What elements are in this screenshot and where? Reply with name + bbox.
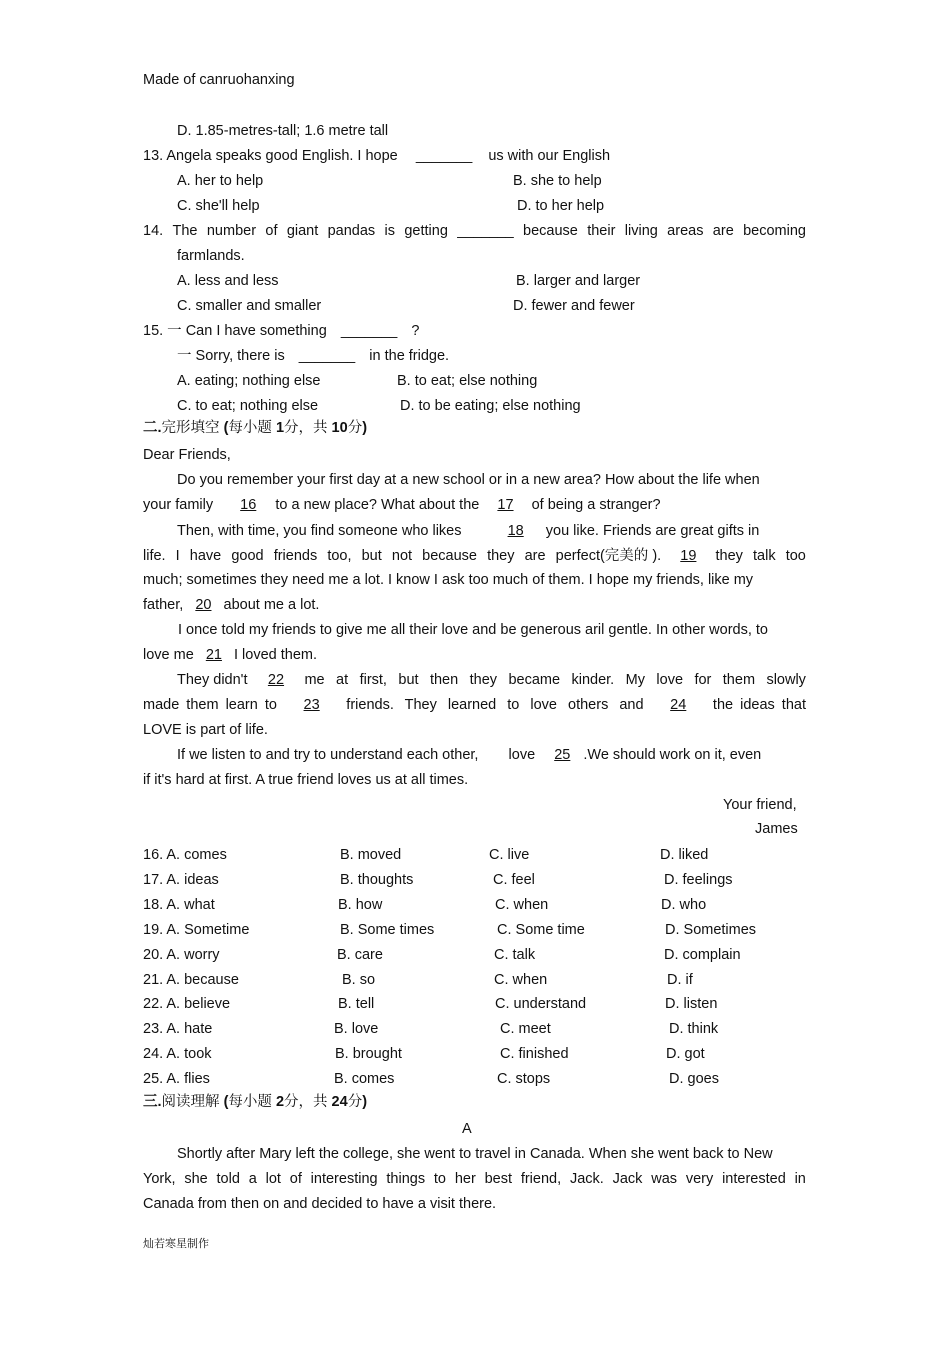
option-20-d: D. complain xyxy=(664,947,741,963)
q13-stem-start: 13. Angela speaks good English. I hope xyxy=(143,148,398,164)
option-17-c: C. feel xyxy=(493,872,535,888)
text: They didn't xyxy=(177,672,248,688)
section-2-heading xyxy=(143,420,367,437)
word: but xyxy=(398,672,419,688)
word: have xyxy=(189,548,222,564)
passage-a-label: A xyxy=(462,1121,472,1137)
q14-option-d: D. fewer and fewer xyxy=(513,298,635,314)
word: friend, xyxy=(520,1171,562,1187)
option-18-c: C. when xyxy=(495,897,549,913)
word: Jack. xyxy=(569,1171,604,1187)
word: 14. xyxy=(143,223,164,239)
word: are xyxy=(712,223,734,239)
section-2-note: 分 xyxy=(347,420,363,436)
q14-option-b: B. larger and larger xyxy=(516,273,641,289)
text: friends. They learned to love others and xyxy=(346,697,644,713)
option-20-c: C. talk xyxy=(494,947,536,963)
word: very xyxy=(685,1171,714,1187)
option-17-a: 17. A. ideas xyxy=(143,872,219,888)
word: her xyxy=(454,1171,476,1187)
letter-p2-line-1 xyxy=(177,523,759,540)
paren-open: ( xyxy=(223,1094,229,1110)
word: first, xyxy=(359,672,387,688)
q15-line-1-end: ? xyxy=(411,323,420,339)
option-19-c: C. Some time xyxy=(497,922,585,938)
section-3-title: 阅读理解 xyxy=(161,1094,220,1110)
q15-line-2-end: in the fridge. xyxy=(369,348,450,364)
section-3-note: 分，共 xyxy=(284,1094,328,1110)
option-22-d: D. listen xyxy=(665,996,718,1012)
section-2-title: 完形填空 xyxy=(161,420,220,436)
word: are xyxy=(524,548,546,564)
q14-stem xyxy=(143,223,806,240)
option-20-b: B. care xyxy=(337,947,383,963)
section-3-note: 分 xyxy=(347,1094,363,1110)
option-17-b: B. thoughts xyxy=(340,872,414,888)
word: living xyxy=(624,223,658,239)
word: too, xyxy=(327,548,352,564)
blank-23: 23 xyxy=(303,697,320,713)
word: perfect(完美的 ). xyxy=(555,548,662,564)
blank-19: 19 xyxy=(680,548,697,564)
blank-25: 25 xyxy=(554,747,571,763)
letter-signature: James xyxy=(755,821,798,837)
q14-option-a: A. less and less xyxy=(177,273,279,289)
letter-p5-line-2: if it's hard at first. A true friend loves us at all times. xyxy=(143,772,469,788)
text: to a new place? What about the xyxy=(275,497,480,513)
text: .We should work on it, even xyxy=(583,747,762,763)
option-25-a: 25. A. flies xyxy=(143,1071,210,1087)
option-24-a: 24. A. took xyxy=(143,1046,212,1062)
option-22-a: 22. A. believe xyxy=(143,996,231,1012)
blank-17: 17 xyxy=(497,497,514,513)
section-3-points-each: 2 xyxy=(275,1094,285,1110)
word: My xyxy=(625,672,645,688)
word: their xyxy=(587,223,616,239)
option-18-d: D. who xyxy=(661,897,707,913)
word: getting xyxy=(404,223,448,239)
word: she xyxy=(184,1171,208,1187)
letter-p2-line-2 xyxy=(143,548,806,565)
q14-option-c: C. smaller and smaller xyxy=(177,298,322,314)
word: in xyxy=(794,1171,806,1187)
blank-22: 22 xyxy=(267,672,285,688)
word: love xyxy=(656,672,684,688)
word: friends xyxy=(273,548,318,564)
word: number xyxy=(206,223,257,239)
letter-closing: Your friend, xyxy=(723,797,797,813)
option-21-b: B. so xyxy=(342,972,376,988)
q14-blank: _______ xyxy=(457,223,514,239)
option-24-d: D. got xyxy=(666,1046,705,1062)
word: of xyxy=(265,223,278,239)
letter-p1-line-2 xyxy=(143,497,661,514)
text: you like. Friends are great gifts in xyxy=(545,523,760,539)
option-23-b: B. love xyxy=(334,1021,379,1037)
blank-20: 20 xyxy=(195,597,212,613)
word: a xyxy=(248,1171,257,1187)
word: best xyxy=(484,1171,513,1187)
section-2-points-each: 1 xyxy=(275,420,285,436)
word: pandas xyxy=(327,223,376,239)
option-19-d: D. Sometimes xyxy=(665,922,757,938)
word: York, xyxy=(143,1171,176,1187)
option-25-c: C. stops xyxy=(497,1071,551,1087)
q12-option-d: D. 1.85-metres-tall; 1.6 metre tall xyxy=(177,123,389,139)
option-21-c: C. when xyxy=(494,972,548,988)
option-20-a: 20. A. worry xyxy=(143,947,220,963)
text: your family xyxy=(143,497,214,513)
q13-option-a: A. her to help xyxy=(177,173,264,189)
word: too xyxy=(785,548,806,564)
q13-option-b: B. she to help xyxy=(513,173,602,189)
section-2-note: 每小题 xyxy=(228,420,272,436)
blank-18: 18 xyxy=(507,523,524,539)
word: because xyxy=(422,548,477,564)
q15-line-2 xyxy=(177,348,449,365)
q14-stem-continued: farmlands. xyxy=(177,248,245,264)
page-footer: 灿若寒星制作 xyxy=(143,1238,209,1250)
word: is xyxy=(384,223,396,239)
letter-p4-line-2 xyxy=(143,697,806,714)
option-23-a: 23. A. hate xyxy=(143,1021,213,1037)
option-22-b: B. tell xyxy=(338,996,375,1012)
text: Then, with time, you find someone who likes xyxy=(177,523,462,539)
text: made them learn to xyxy=(143,697,277,713)
letter-p2-line-3: much; sometimes they need me a lot. I know I ask too much of them. I hope my friends, like my xyxy=(143,572,754,588)
q13-option-d: D. to her help xyxy=(517,198,605,214)
word: lot xyxy=(265,1171,281,1187)
section-3-points-total: 24 xyxy=(331,1094,348,1110)
option-16-a: 16. A. comes xyxy=(143,847,227,863)
q15-blank-1: _______ xyxy=(340,323,398,339)
option-23-c: C. meet xyxy=(500,1021,551,1037)
word: of xyxy=(289,1171,302,1187)
letter-p4-line-3: LOVE is part of life. xyxy=(143,722,268,738)
text: about me a lot. xyxy=(223,597,320,613)
letter-greeting: Dear Friends, xyxy=(143,447,231,463)
word: was xyxy=(651,1171,678,1187)
option-25-d: D. goes xyxy=(669,1071,719,1087)
text: of being a stranger? xyxy=(531,497,661,513)
word: but xyxy=(361,548,382,564)
q13-blank: _______ xyxy=(415,148,473,164)
word: they xyxy=(715,548,743,564)
paren-close: ) xyxy=(362,420,368,436)
word: areas xyxy=(667,223,704,239)
q15-line-1-start: 15. 一 Can I have something xyxy=(143,323,327,339)
section-2-number: 二. xyxy=(143,420,162,436)
option-21-d: D. if xyxy=(667,972,693,988)
paren-close: ) xyxy=(362,1094,368,1110)
option-23-d: D. think xyxy=(669,1021,719,1037)
option-24-c: C. finished xyxy=(500,1046,569,1062)
letter-p5-line-1 xyxy=(177,747,761,764)
q13-stem-end: us with our English xyxy=(488,148,611,164)
word: The xyxy=(172,223,198,239)
page-header: Made of canruohanxing xyxy=(143,72,295,88)
option-24-b: B. brought xyxy=(335,1046,402,1062)
word: talk xyxy=(753,548,776,564)
word: interested xyxy=(722,1171,786,1187)
word: slowly xyxy=(766,672,806,688)
word: became xyxy=(508,672,561,688)
word: to xyxy=(433,1171,446,1187)
letter-p2-line-4 xyxy=(143,597,319,614)
q13-stem xyxy=(143,148,610,165)
option-19-b: B. Some times xyxy=(340,922,435,938)
option-25-b: B. comes xyxy=(334,1071,395,1087)
q15-blank-2: _______ xyxy=(298,348,356,364)
text: father, xyxy=(143,597,184,613)
option-19-a: 19. A. Sometime xyxy=(143,922,250,938)
word: giant xyxy=(286,223,319,239)
q13-option-c: C. she'll help xyxy=(177,198,260,214)
option-16-d: D. liked xyxy=(660,847,709,863)
option-18-a: 18. A. what xyxy=(143,897,215,913)
word: they xyxy=(487,548,515,564)
text: If we listen to and try to understand each other, xyxy=(177,747,479,763)
section-2-note: 分，共 xyxy=(284,420,328,436)
word: because xyxy=(523,223,578,239)
q15-line-1 xyxy=(143,323,419,340)
section-3-number: 三. xyxy=(143,1094,162,1110)
text: I loved them. xyxy=(233,647,317,663)
word: for xyxy=(694,672,712,688)
passage-a-line-3: Canada from then on and decided to have a visit there. xyxy=(143,1196,497,1212)
word: kinder. xyxy=(571,672,615,688)
q15-option-b: B. to eat; else nothing xyxy=(397,373,538,389)
q15-option-a: A. eating; nothing else xyxy=(177,373,321,389)
option-17-d: D. feelings xyxy=(664,872,733,888)
word: them xyxy=(722,672,756,688)
section-3-note: 每小题 xyxy=(228,1094,272,1110)
q15-option-c: C. to eat; nothing else xyxy=(177,398,319,414)
word: then xyxy=(429,672,459,688)
word: good xyxy=(231,548,264,564)
word: not xyxy=(391,548,413,564)
paren-open: ( xyxy=(223,420,229,436)
word: things xyxy=(386,1171,426,1187)
word: they xyxy=(469,672,498,688)
blank-24: 24 xyxy=(670,697,687,713)
word: Jack xyxy=(612,1171,643,1187)
letter-p1-line-1: Do you remember your first day at a new school or in a new area? How about the life when xyxy=(177,472,760,488)
word: life. xyxy=(143,548,166,564)
text: the ideas that xyxy=(712,697,806,713)
blank-16: 16 xyxy=(240,497,257,513)
word: I xyxy=(175,548,180,564)
letter-p3-line-1: I once told my friends to give me all their love and be generous aril gentle. In other words, to xyxy=(178,622,768,638)
letter-p3-line-2 xyxy=(143,647,317,664)
word: told xyxy=(216,1171,240,1187)
option-22-c: C. understand xyxy=(495,996,587,1012)
passage-a-line-2 xyxy=(143,1171,806,1188)
q15-line-2-start: 一 Sorry, there is xyxy=(177,348,285,364)
text: love me xyxy=(143,647,194,663)
letter-p4-line-1 xyxy=(177,672,806,689)
option-16-c: C. live xyxy=(489,847,530,863)
section-2-points-total: 10 xyxy=(331,420,348,436)
option-16-b: B. moved xyxy=(340,847,402,863)
text: love xyxy=(508,747,536,763)
blank-21: 21 xyxy=(205,647,222,663)
word: at xyxy=(336,672,349,688)
passage-a-line-1: Shortly after Mary left the college, she went to travel in Canada. When she went back to New xyxy=(177,1146,773,1162)
option-18-b: B. how xyxy=(338,897,383,913)
word: me xyxy=(304,672,325,688)
q15-option-d: D. to be eating; else nothing xyxy=(400,398,581,414)
section-3-heading xyxy=(143,1094,367,1111)
option-21-a: 21. A. because xyxy=(143,972,239,988)
word: becoming xyxy=(743,223,806,239)
word: interesting xyxy=(310,1171,378,1187)
